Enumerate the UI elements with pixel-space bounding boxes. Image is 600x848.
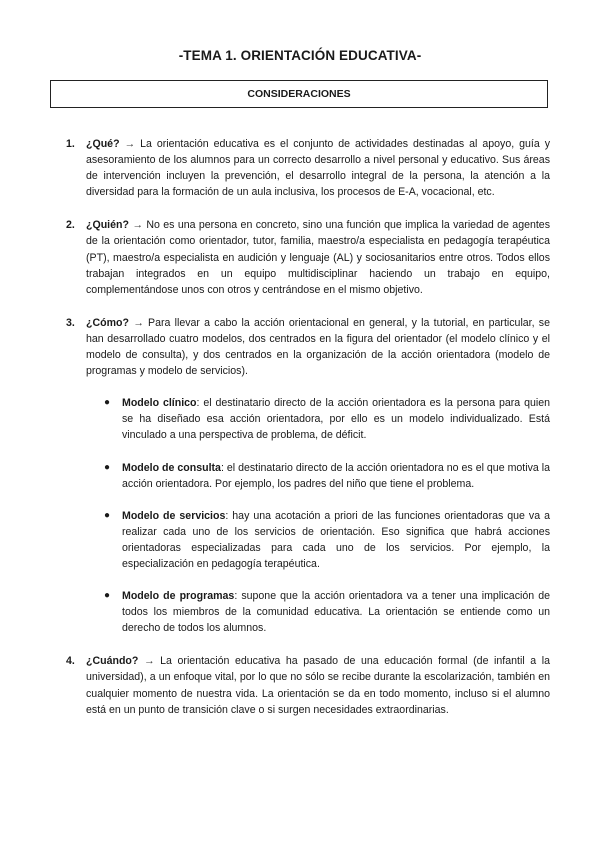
item-question: ¿Cuándo? xyxy=(86,655,139,668)
arrow-icon: → xyxy=(132,219,143,232)
bullet-icon: ● xyxy=(104,461,111,473)
model-servicios xyxy=(86,508,550,572)
list-item-quien xyxy=(66,217,550,297)
model-text: : el destinatario directo de la acción orientadora no es el que motiva la acción orientadora. Por ejemplo, los padres del niño que tiene el problema. xyxy=(122,461,550,490)
item-number: 2. xyxy=(66,219,75,232)
item-text: No es una persona en concreto, sino una función que implica la variedad de agentes de la orientación como orientador, tutor, familia, maestro/a especialista en pedagogía terapéutica (PT), maestro/a especialista en audición y lenguaje (AL) y sociosanitarios entre otros. Todos ellos trabajan integrados en un equipo multidisciplinar haciendo un trabajo en equipo, complementándose unos con otros y centrándose en el mismo objetivo. xyxy=(86,219,550,296)
model-term: Modelo de consulta xyxy=(122,461,221,474)
model-clinico xyxy=(86,395,550,443)
arrow-icon: → xyxy=(143,655,155,668)
arrow-icon: → xyxy=(133,316,144,329)
bullet-icon: ● xyxy=(104,397,111,409)
models-list xyxy=(86,395,550,636)
item-question: ¿Qué? xyxy=(86,138,120,150)
model-text: : el destinatario directo de la acción orientadora es la persona para quien se ha diseñado esa acción orientadora, por ello es un modelo individualizado. Está vinculado a una perspectiva de problema, de déficit. xyxy=(122,397,550,442)
section-heading: CONSIDERACIONES xyxy=(247,88,351,100)
item-number: 1. xyxy=(66,138,75,150)
list-item-como xyxy=(66,315,550,637)
item-text: Para llevar a cabo la acción orientacional en general, y la tutorial, en particular, se han desarrollado cuatro modelos, dos centrados en la figura del orientador (el modelo clínico y el modelo de consulta), y dos centrados en la organización de la acción orientadora (modelo de programas y modelo de servicios). xyxy=(86,316,550,378)
model-text: : supone que la acción orientadora va a tener una implicación de todos los miembros de la comunidad educativa. La orientación se entiende como un derecho de todos los alumnos. xyxy=(122,590,550,635)
model-programas xyxy=(86,588,550,636)
bullet-icon: ● xyxy=(104,590,111,602)
list-item-cuando xyxy=(66,653,550,717)
model-term: Modelo clínico xyxy=(122,397,197,410)
item-number: 4. xyxy=(66,655,75,668)
item-question: ¿Cómo? xyxy=(86,316,129,329)
model-text: : hay una acotación a priori de las funciones orientadoras que va a realizar cada uno de los servicios de orientación. Eso significa que habrá acciones orientadoras especializadas para cada uno de los servicios. Por ejemplo, la especialización en pedagogía terapéutica. xyxy=(122,509,550,570)
arrow-icon: → xyxy=(124,138,136,150)
considerations-list xyxy=(66,136,550,735)
bullet-icon: ● xyxy=(104,509,111,521)
model-consulta xyxy=(86,460,550,492)
page-title: -TEMA 1. ORIENTACIÓN EDUCATIVA- xyxy=(178,48,422,63)
item-text: La orientación educativa es el conjunto de actividades destinadas al apoyo, guía y asesoramiento de los alumnos para un correcto desarrollo a nivel personal y educativo. Sus áreas de intervención incluyen la prevención, el desarrollo integral de la persona, la atención a la diversidad para la formación de un aula inclusiva, los procesos de E-A, vocacional, etc. xyxy=(86,138,550,199)
model-term: Modelo de servicios xyxy=(122,509,226,522)
item-number: 3. xyxy=(66,316,75,329)
list-item-que xyxy=(66,136,550,200)
section-heading-box xyxy=(50,80,548,108)
item-question: ¿Quién? xyxy=(86,219,129,232)
item-text: La orientación educativa ha pasado de una educación formal (de infantil a la universidad), a un enfoque vital, por lo que no sólo se recibe durante la escolarización, también en cualquier momento de nuestra vida. La orientación se da en todo momento, incluso si el alumno está en un punto de transición clave o si surgen necesidades extraordinarias. xyxy=(86,655,550,716)
model-term: Modelo de programas xyxy=(122,590,235,603)
